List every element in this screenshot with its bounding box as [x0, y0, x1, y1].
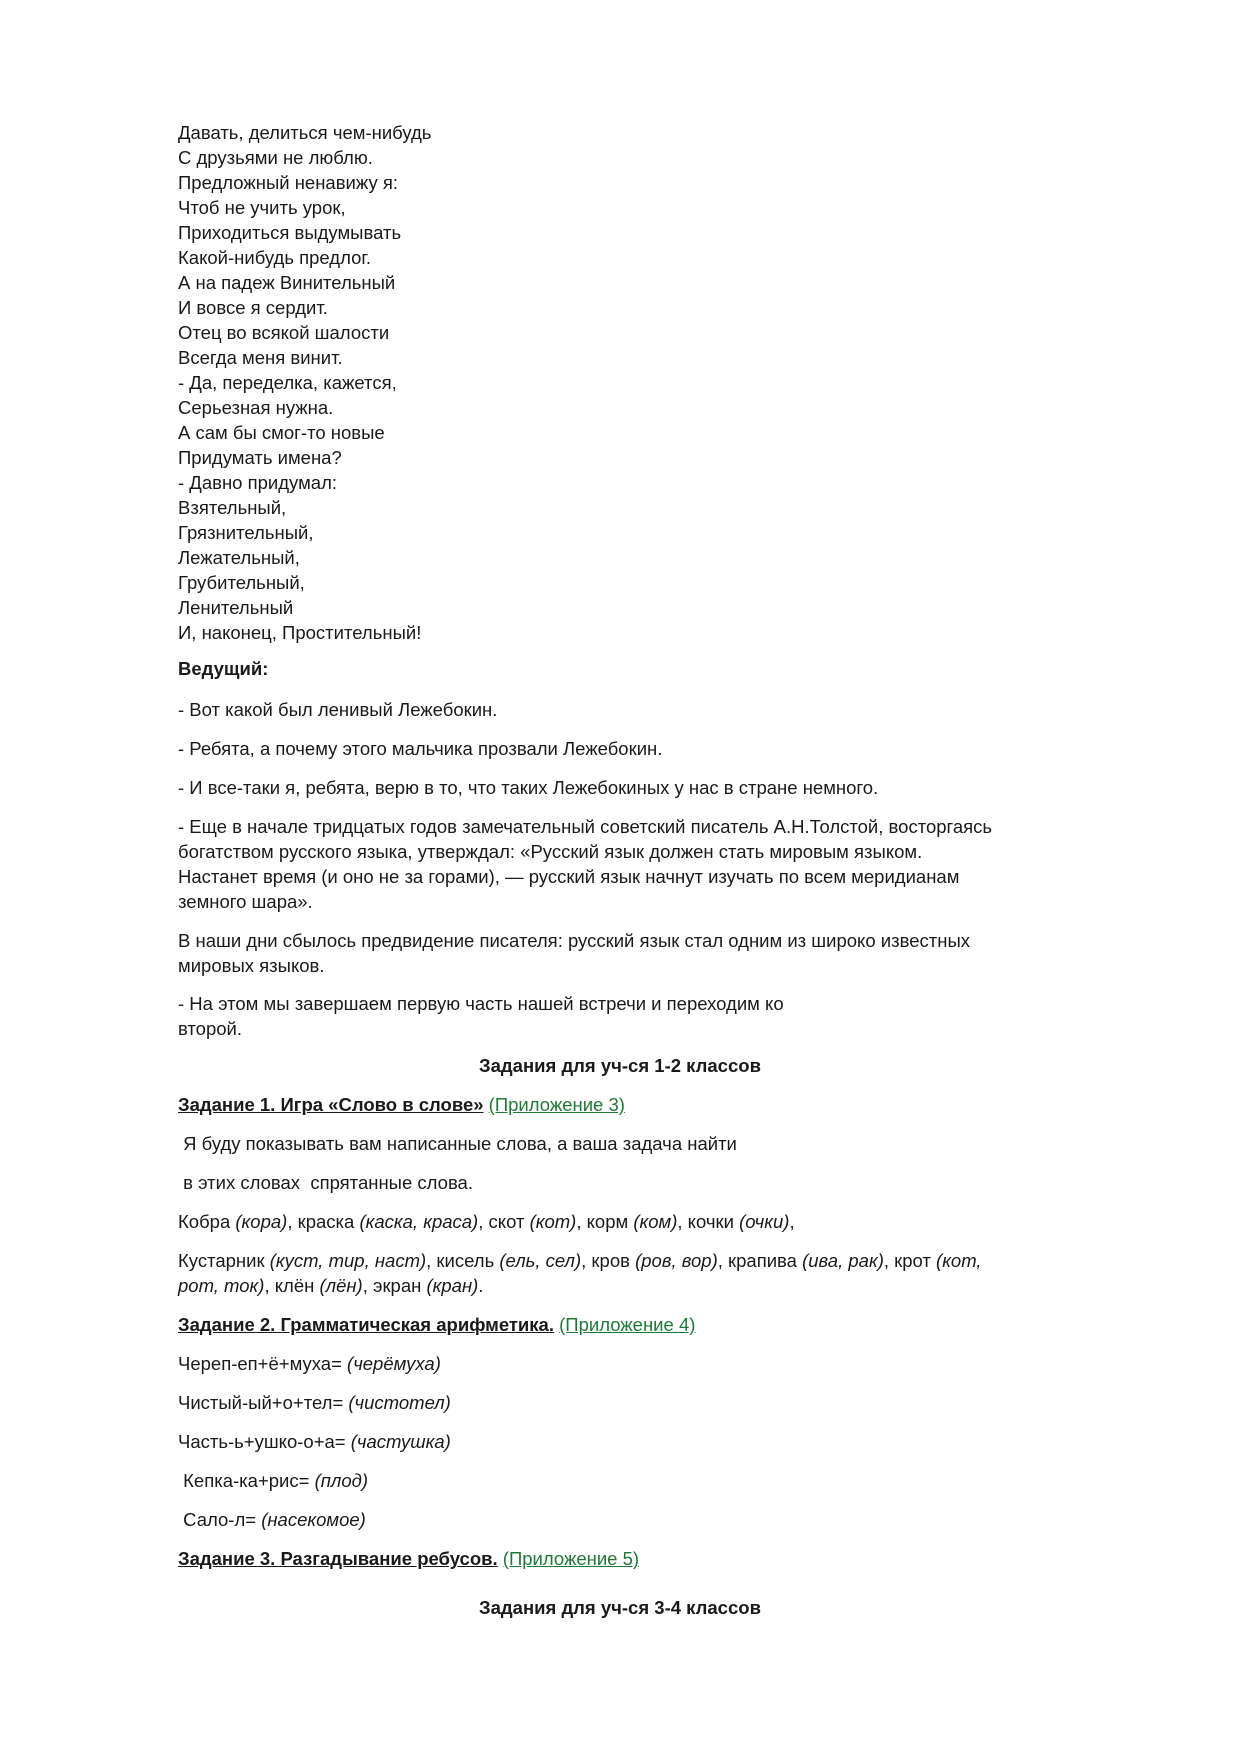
hidden-words: (ров, вор) [635, 1250, 718, 1271]
task-1-intro-2: в этих словах спрятанные слова. [178, 1172, 473, 1193]
answer: (черёмуха) [347, 1353, 441, 1374]
answer: (частушка) [350, 1431, 451, 1452]
prediction-paragraph [178, 928, 1168, 978]
poem-line: С друзьями не люблю. [178, 147, 373, 168]
word-text: , кочки [677, 1211, 740, 1232]
word-text: , скот [478, 1211, 530, 1232]
poem-line: А на падеж Винительный [178, 272, 396, 293]
paragraph-line: - Еще в начале тридцатых годов замечательный советский писатель А.Н.Толстой, восторгаясь [178, 816, 993, 837]
expression: Сало-л= [178, 1509, 262, 1530]
task-2-title: Задание 2. Грамматическая арифметика. [178, 1314, 554, 1335]
word-text: , кисель [426, 1250, 500, 1271]
task-2-heading [178, 1314, 1168, 1336]
poem-line: Отец во всякой шалости [178, 322, 390, 343]
hidden-words: (кот) [529, 1211, 577, 1232]
word-text: , [789, 1211, 795, 1232]
expression: Кепка-ка+рис= [178, 1470, 315, 1491]
task-2-item [178, 1431, 1168, 1453]
task-2-item [178, 1353, 1168, 1375]
task-1-title: Задание 1. Игра «Слово в слове» [178, 1094, 484, 1115]
paragraph-line: В наши дни сбылось предвидение писателя: русский язык стал одним из широко известных [178, 930, 971, 951]
poem-line: - Да, переделка, кажется, [178, 372, 397, 393]
task-2-item [178, 1509, 1168, 1531]
poem-line: Серьезная нужна. [178, 397, 334, 418]
poem-line: Приходиться выдумывать [178, 222, 402, 243]
hidden-words: (ива, рак) [802, 1250, 884, 1271]
poem-line: Какой-нибудь предлог. [178, 247, 372, 268]
poem-line: Всегда меня винит. [178, 347, 343, 368]
poem-line: А сам бы смог-то новые [178, 422, 385, 443]
poem-line: И, наконец, Простительный! [178, 622, 422, 643]
hidden-words: (куст, тир, наст) [269, 1250, 427, 1271]
hidden-words: (кора) [235, 1211, 288, 1232]
word-text: , корм [576, 1211, 634, 1232]
poem-line: Лежательный, [178, 547, 300, 568]
poem [178, 120, 431, 645]
answer: (чистотел) [348, 1392, 451, 1413]
poem-line: Предложный ненавижу я: [178, 172, 399, 193]
task-1-words-line-2 [178, 1250, 1168, 1272]
appendix-5-link[interactable]: (Приложение 5) [502, 1548, 640, 1569]
paragraph-line: земного шара». [178, 891, 313, 912]
paragraph-line: второй. [178, 1018, 243, 1039]
appendix-4-link[interactable]: (Приложение 4) [559, 1314, 696, 1335]
hidden-words: (кот, [936, 1250, 982, 1271]
task-1-heading [178, 1094, 1168, 1116]
host-label: Ведущий: [178, 658, 269, 679]
word-text: Кустарник [178, 1250, 270, 1271]
heading-grades-3-4: Задания для уч-ся 3-4 классов [479, 1597, 761, 1618]
heading-grades-1-2: Задания для уч-ся 1-2 классов [479, 1055, 761, 1076]
paragraph-line: - На этом мы завершаем первую часть нашей встречи и переходим ко [178, 993, 784, 1014]
hidden-words: (очки) [739, 1211, 790, 1232]
word-text: , крапива [717, 1250, 803, 1271]
task-1-words-line-1 [178, 1211, 1168, 1233]
tolstoy-paragraph [178, 814, 1168, 914]
poem-line: Взятельный, [178, 497, 287, 518]
word-text: , экран [362, 1275, 427, 1296]
poem-line: Грубительный, [178, 572, 305, 593]
hidden-words: (ком) [633, 1211, 678, 1232]
paragraph-line: богатством русского языка, утверждал: «Русский язык должен стать мировым языком. [178, 841, 923, 862]
host-line-2: - Ребята, а почему этого мальчика прозвали Лежебокин. [178, 738, 663, 759]
hidden-words: рот, ток) [178, 1275, 265, 1296]
poem-line: Чтоб не учить урок, [178, 197, 346, 218]
hidden-words: (каска, краса) [359, 1211, 479, 1232]
poem-line: - Давно придумал: [178, 472, 338, 493]
poem-line: Ленительный [178, 597, 294, 618]
task-2-item [178, 1470, 1168, 1492]
word-text: , краска [287, 1211, 360, 1232]
poem-line: Давать, делиться чем-нибудь [178, 122, 432, 143]
poem-line: Придумать имена? [178, 447, 342, 468]
host-line-1: - Вот какой был ленивый Лежебокин. [178, 699, 498, 720]
expression: Часть-ь+ушко-о+а= [178, 1431, 351, 1452]
task-1-intro-1: Я буду показывать вам написанные слова, а ваша задача найти [178, 1133, 737, 1154]
appendix-3-link[interactable]: (Приложение 3) [488, 1094, 625, 1115]
word-text: , крот [883, 1250, 937, 1271]
word-text: , клён [264, 1275, 320, 1296]
task-3-title: Задание 3. Разгадывание ребусов. [178, 1548, 498, 1569]
hidden-words: (ель, сел) [499, 1250, 582, 1271]
task-3-heading [178, 1548, 1168, 1570]
poem-line: Грязнительный, [178, 522, 314, 543]
paragraph-line: мировых языков. [178, 955, 325, 976]
expression: Чистый-ый+о+тел= [178, 1392, 349, 1413]
poem-line: И вовсе я сердит. [178, 297, 328, 318]
hidden-words: (кран) [426, 1275, 479, 1296]
word-text: , кров [581, 1250, 636, 1271]
paragraph-line: Настанет время (и оно не за горами), — русский язык начнут изучать по всем меридианам [178, 866, 960, 887]
expression: Череп-еп+ё+муха= [178, 1353, 348, 1374]
host-line-3: - И все-таки я, ребята, верю в то, что таких Лежебокиных у нас в стране немного. [178, 777, 879, 798]
task-2-item [178, 1392, 1168, 1414]
answer: (насекомое) [261, 1509, 366, 1530]
hidden-words: (лён) [319, 1275, 363, 1296]
word-text: Кобра [178, 1211, 236, 1232]
closing-paragraph [178, 991, 1168, 1041]
task-1-words-line-3 [178, 1275, 1168, 1297]
word-text: . [478, 1275, 484, 1296]
answer: (плод) [314, 1470, 369, 1491]
